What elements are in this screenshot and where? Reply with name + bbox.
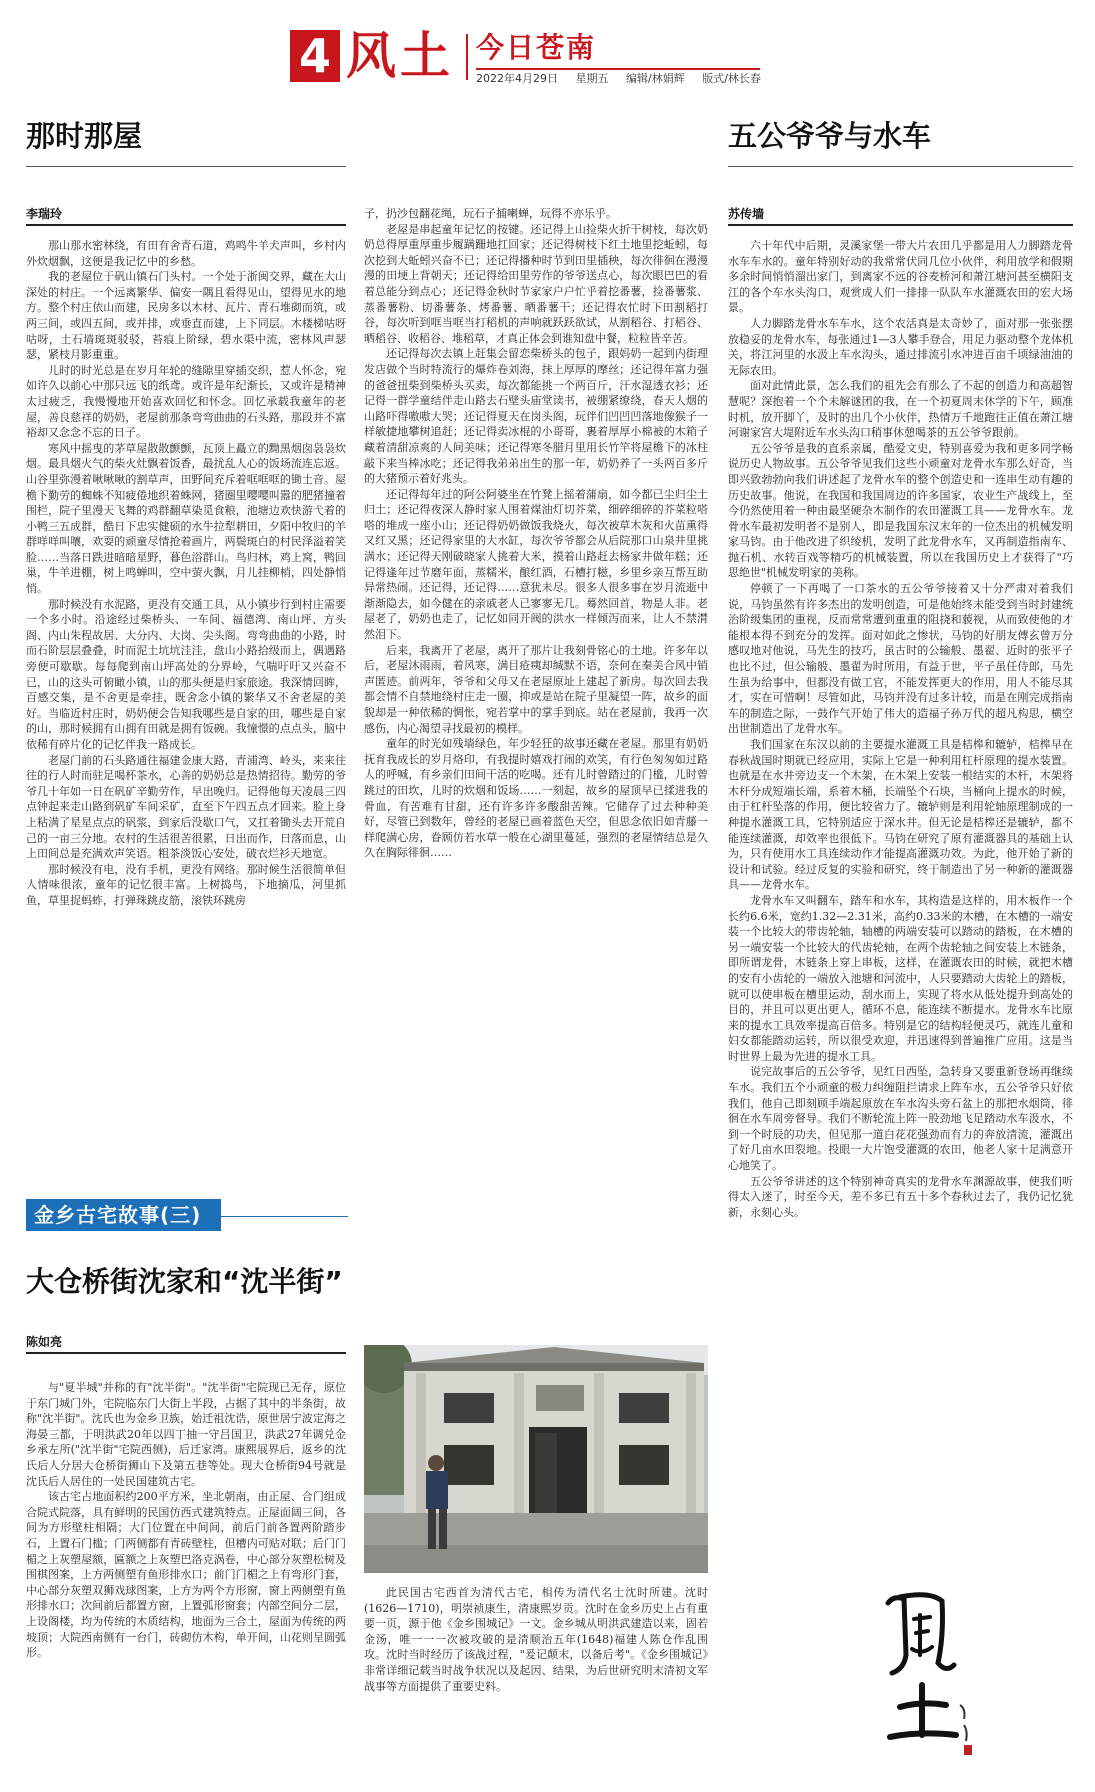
article1-column-1 xyxy=(26,238,346,1173)
masthead xyxy=(290,27,761,85)
paper-name: 今日苍南 xyxy=(476,31,597,64)
paragraph: 五公爷爷讲述的这个特别神奇真实的龙骨水车渊源故事，使我们听得太入迷了，时至今天，差不多已有五十多个春秋过去了，我仍记忆犹新，永刻心头。 xyxy=(728,1174,1073,1219)
article3-column-1 xyxy=(26,1380,346,1775)
paragraph: 儿时的时光总是在岁月年轮的缝隙里穿插交织，惹人怀念，宛如许久以前心中那只远飞的纸鸢。或许是年纪渐长，又或许是精神太过疲乏，我慢慢地开始喜欢回忆和怀念。回忆承载我童年的老屋，善良慈祥的奶奶，老屋前那条弯弯曲曲的石头路，那段并不富裕却又念念不忘的日子。 xyxy=(26,363,346,440)
article1-title: 那时那屋 xyxy=(26,119,143,153)
paragraph: 说完故事后的五公爷爷，见红日西坠，急转身又要重新登场再继续车水。我们五个小顽童的极力纠缠阻拦请求上阵车水，五公爷爷只好依我们，他自己即刻顾手端起原放在车水沟头旁石盆上的那把水烟筒，徘徊在水车周旁督导。我们不断轮流上阵一股劲地飞足踏动水车汲水，不到一个时辰的功夫，但见那一道白花花强劲而有力的奔放清流，灌溉出了好几亩水田裂地。投眼一大片饱受灌溉的农田，他老人家十足满意开心地笑了。 xyxy=(728,1065,1073,1173)
paragraph: 停顿了一下再喝了一口茶水的五公爷爷接着又十分严肃对着我们说，马钧虽然有许多杰出的发明创造，可是他始终未能受到当时封建统治阶级集团的重视，反而常常遭到重重的阻挠和藐视，从而致使他的才能根本得不到充分的发挥。面对如此之惨状，马钧的好朋友傅玄曾万分感叹地对他说，马先生的技巧，虽古时的公输般、墨翟、近时的张平子也比不过，但公输般、墨翟为时所用，有益于世，平子虽任侍郎，马先生虽为给事中，但都没有做工官，不能发挥更大的作用，用人不能尽其才，实在可惜啊！尽管如此，马钧并没有过多计较，而是在刚完成指南车的制造之际，一鼓作气开始了伟大的造福子孙万代的超凡构思，横空出世制造出了龙骨水车。 xyxy=(728,582,1073,736)
series-banner: 金乡古宅故事(三) xyxy=(26,1199,221,1231)
article3-column-2 xyxy=(364,1585,708,1775)
calligraphy-artwork xyxy=(860,1585,1000,1760)
paragraph: 老屋是串起童年记忆的按键。还记得上山捡柴火折干树枝，每次奶奶总得厚重厚重步履蹒跚地扛回家；还记得树枝下红土地里挖蚯蚓，每次挖到大蚯蚓兴奋不已；还记得播种时节到田里插秧，每次徘徊在漫漫漫的田埂上背朝天；还记得给田里劳作的爷爷送点心，每次眼巴巴的看着总能分到点心；还记得金秋时节家家户户忙乎着挖番薯，捡番薯浆、蒸番薯粉、切番薯条、烤番薯、晒番薯干；还记得农忙时下田割稻打谷，每次听到哐当哐当打稻机的声响就跃跃欲试，从割稻谷、打稻谷、晒稻谷、收稻谷、堆稻草，才真正体会到谁知盘中餐，粒粒皆辛苦。 xyxy=(364,222,708,345)
article2-title: 五公爷爷与水车 xyxy=(728,119,932,153)
paragraph: 五公爷爷是我的直系亲属，酷爱文史，特别喜爱为我和更多同学畅说历史人物故事。五公爷爷见我们这些小顽童对龙骨水车那么好奇，当即兴致勃勃向我们讲述起了龙骨水车的整个创造史和一连串生动有趣的历史故事。他说，在我国和我国周边的许多国家，农业生产战线上，至今仍然使用着一种由最坚硬杂木制作的农田灌溉工具——龙骨水车。龙骨水车最初发明者不是别人，即是我国东汉末年的一位杰出的机械发明家马钧。由于他改进了织绫机，发明了此龙骨水车，又再制造指南车、抛石机、水转百戏等精巧的机械装置，所以在我国历史上才获得了"巧思绝世"机械发明家的美称。 xyxy=(728,441,1073,580)
paragraph: 六十年代中后期，灵溪家堡一带大片农田几乎都是用人力脚踏龙骨水车车水的。童年特别好动的我常常伏同几位小伙伴，利用放学和假期多余时间悄悄溜出家门，到离家不远的谷麦桥河和萧江塘河甚至横阳支江的各个车水头沟口，观赏成人们一排排一队队车水灌溉农田的宏大场景。 xyxy=(728,239,1073,315)
paragraph: 子，扔沙包翻花绳，玩石子捕喇蝉，玩得不亦乐乎。 xyxy=(364,207,617,220)
article3-title: 大仓桥街沈家和“沈半街” xyxy=(26,1265,343,1298)
issue-date: 2022年4月29日 xyxy=(476,72,558,85)
masthead-rule xyxy=(476,68,760,70)
issue-weekday: 星期五 xyxy=(575,72,609,85)
article2-byline-rule xyxy=(728,224,1073,226)
article1-title-rule xyxy=(26,166,346,167)
paragraph: 还记得每年过的阿公阿婆坐在竹凳上摇着蒲扇，如今都已尘归尘土归土；还记得夜深人静时家人围着煤油灯切芥菜，细碎细碎的芥菜粒嗒嗒的堆成一座小山；还记得奶奶做饭我烧火，每次被草木灰和火苗熏得又红又黑；还记得家里的大水缸，每次爷爷都会从后院那口山泉井里挑满水；还记得天刚破晓家人挑着大米，摸着山路赶去杨家井做年糕；还记得逢年过节磨年面，蒸糯米，酿红酒，石槽打糍，乡里乡亲互帮互助异常热闹。还记得，还记得……意犹未尽。很多人很多事在岁月流逝中渐渐隐去，如今健在的亲戚老人已寥寥无几。蓦然回首，物是人非。老屋老了，奶奶也走了，记忆如同开阀的洪水一样倾泻而来，让人不禁潸然泪下。 xyxy=(364,487,708,642)
article1-byline-rule xyxy=(26,224,346,226)
section-name: 风土 xyxy=(346,27,454,85)
paragraph: 老屋门前的石头路通往福建金康大路，青浦湾、岭头，来来往往的行人时而驻足喝杯茶水，心善的奶奶总是热情招待。勤劳的爷爷几十年如一日在矾矿辛勤劳作，早出晚归。记得他每天凌晨三四点钟起来走山路到矾矿车间采矿，直至下午四五点才回来。脸上身上粘满了星星点点的矾浆，到家后没歇口气，又扛着锄头去开荒自己的一亩三分地。农村的生活很苦很累，日出而作，日落而息，山上田间总是充满欢声笑语。粗茶淡饭心安处，破衣烂衫天地宽。 xyxy=(26,753,346,861)
article2-author: 苏传墙 xyxy=(728,207,765,221)
masthead-divider xyxy=(466,34,468,80)
paragraph: 我的老屋位于矾山镇石门头村。一个处于浙闽交界，藏在大山深处的村庄。一个远离繁华、偏安一隅且看得见山，望得见水的地方。整个村庄依山而建，民房多以木材、瓦片、青石堆砌而筑，或两三间，或四五间，或并排，或垂直而建，上下同层。木楼梯咕呀咕呀，土石墙斑斑驳驳，苔痕上阶绿，碧水渠中流，密林风声瑟瑟，紧枝月影重重。 xyxy=(26,270,346,362)
article3-author: 陈如亮 xyxy=(26,1335,63,1349)
paragraph: 龙骨水车又叫翻车，踏车和水车，其构造是这样的，用木板作一个长约6.6米，宽约1.32—2.31米，高约0.33米的木槽，在木槽的一端安装一个比较大的带齿轮轴，轴槽的两端安装可以踏动的踏板，在木槽的另一端安装一个比较大的代齿轮轴，在两个齿轮轴之间安装上木链条，即所谓龙骨，木链条上穿上串板，这样，在灌溉农田的时候，就把木槽的安有小齿轮的一端放入池塘和河流中，人只要踏动大齿轮上的踏板，就可以使串板在槽里运动，刮水而上，实现了将水从低处提升到高处的目的，并且可以更出更人，循环不息，能连续不断提水。龙骨水车比原来的提水工具效率提高百倍多。特别是它的结构轻便灵巧，就连儿童和妇女都能踏动运转，所以很受欢迎，并迅速得到普遍推广应用。这是当时世界上最为先进的提水工具。 xyxy=(728,893,1073,1063)
paragraph: 面对此情此景，怎么我们的祖先会有那么了不起的创造力和高超智慧呢？深抱着一个个未解谜团的我，在一个初夏周末休学的下午，顾准时机，放开脚丫，及时的出几个小伙伴，热情万千地跑往正值在萧江塘河谢家宫大堤附近车水头沟口稍事休憩喝茶的五公爷爷跟前。 xyxy=(728,379,1073,440)
page-number: 4 xyxy=(290,30,340,82)
paragraph: 童年的时光如残墙绿色，年少轻狂的故事还藏在老屋。那里有奶奶抚育我成长的岁月烙印，有我提时嬉戏打闹的欢笑，有行色匆匆如过路人的呼喊，有乡亲们田间干活的吃喝。还有儿时曾踏过的门槛，儿时曾跳过的田坎，儿时的炊烟和饭场……一刻起，故乡的屋顶早已揉进我的骨血，有苦难有甘甜，还有许多许多酸甜苦辣。它储存了过去种种美好，尽管已到数年，曾经的老屋已画着蓝色天空，但思念依旧如青藤一样爬满心房，眷顾仿若水草一般在心湖里蔓延，强烈的老屋情结总是久久在胸际徘徊…… xyxy=(364,737,708,860)
masthead-info xyxy=(476,72,775,86)
layout-credit: 版式/林长春 xyxy=(702,72,761,85)
article2-title-rule xyxy=(728,166,1073,167)
editor-credit: 编辑/林娟辉 xyxy=(626,72,685,85)
paragraph: 该古宅占地面积约200平方米，坐北朝南，由正屋、合门组成合院式院落，具有鲜明的民国仿西式建筑特点。正屋面阔三间，各间为方形壁柱相隔；大门位置在中间间，前后门前各置两阶踏步石，上置石门槛；门两侧都有青砖壁柱，但槽内可贴对联；后门门楣之上灰塑屋额，匾额之上灰塑巴洛克涡卷，中心部分灰塑松树及围棋图案，上方两侧塑有鱼形排水口；前门门楣之上有弯形门套，中心部分灰塑双狮戏球图案，上方为两个方形窗，窗上两侧塑有鱼形排水口；次间前后都置方窗，上置弧形窗套；内部空间分二层，上设阁楼，均为传统的木质结构，地面为三合土，屋面为传统的两坡顶；大院西南侧有一台门，砖砌仿木构，单开间，山花则呈圆弧形。 xyxy=(26,1490,346,1660)
paragraph: 我们国家在东汉以前的主要提水灌溉工具是桔槔和辘轳，桔槔早在春秋战国时期就已经应用，实际上它是一种利用杠杆原理的提水装置。也就是在水井旁边支一个木架，在木架上安装一根结实的木杆，木架将木杆分成短端长端，系着木桶，长端坠个石块，当桶向上提水的时候，由于杠杆坠落的作用，便比较省力了。辘轳则是利用轮轴原理制成的一种提水灌溉工具，它特别适应于深水井。但无论是桔槔还是辘轳，都不能连续灌溉，却效率也很低下。马钧在研究了原有灌溉器具的基础上认为，只有使用水工具连续动作才能提高灌溉功效。为此，他开始了新的设计和试验。经过反复的实验和研究，终于制造出了另一种新的灌溉器具——龙骨水车。 xyxy=(728,738,1073,892)
paragraph: 后来，我离开了老屋，离开了那片让我刻骨铭心的土地。许多年以后，老屋沐雨雨，着风寒，满目疮痍却缄默不语，奈何在秦美合风中销声匿迹。前两年，爷爷和父母又在老屋原址上建起了新房。每次回去我都会情不自禁地绕村庄走一圈，抑或是站在院子里凝望一阵，故乡的面貌却是一种依稀的惆怅，宛若掌中的掌手到底。站在老屋前，我再一次感伤，内心渴望寻找最初的模样。 xyxy=(364,643,708,735)
paragraph: 寒风中摇曳的茅草屋散散颤颤，瓦顶上矗立的黝黑烟囱袅袅炊烟。最具烟火气的柴火灶飘着饭香，最扰乱人心的饭场流连忘返。山谷里弥漫着啾啾啾的割草声，田野间充斥着哐哐哐的锄土音。屋檐下勤劳的蜘蛛不知疲倦地织着蛛网，猪圈里嘤嘤叫嚣的肥猪撞着围栏，院子里漫天飞舞的鸡群翻草染觅食粮，池塘边欢快游弋着的小鸭三五成群，酷日下忠实健硕的水牛拉犁耕田，夕阳中牧归的羊群咩咩叫嚷，欢耍的顽童尽情抢着画片，两鬓斑白的村民泽溢着笑脸……当落日跌进暗暗星野，暮色浴群山。鸟归林，鸡上窝，鸭回巢，牛羊进棚，树上鸣蝉叫，空中萤火飘，月儿挂柳梢，四处静悄悄。 xyxy=(26,441,346,596)
article3-byline-rule xyxy=(26,1352,346,1354)
paragraph: 还记得每次去镇上赶集会留恋柴桥头的包子，跟妈奶一起到内街理发店做个当时特流行的爆炸卷刘海，抹上厚厚的摩丝；还记得年富力强的爸爸扭柴到柴桥头买卖，每次都能挑一个两百斤，汗水湿透衣衫；还记得一群学童结伴走山路去石壁头庙堂读书，被绷紧缭绕，春天人烟的山路吓得嗷嗷大哭；还记得夏天在岗头阁，玩伴们凹凹凹落地像猴子一样敏捷地攀树追赶；还记得卖冰棍的小哥哥，裹着厚厚小棉被的木箱子藏着清甜凉爽的人间美味；还记得寒冬腊月里用长竹竿将屋檐下的冰柱敲下来当棒冰吃；还记得我弟弟出生的那一年，奶奶养了一头两百多斤的大猪预示着好兆头。 xyxy=(364,347,708,486)
paragraph: 那山那水密林绕，有田有舍青石道，鸡鸣牛羊犬声叫，乡村内外炊烟飘，这便是我记忆中的乡愁。 xyxy=(26,239,346,268)
paragraph: 人力脚踏龙骨水车车水，这个农活真是太奇妙了，面对那一张张摆放稳妥的龙骨水车，每张通过1—3人攀手登合，用足力驱动整个龙体机关，将江河里的水汲上车水沟头，通过排流引水冲进百亩千顷绿油油的无际农田。 xyxy=(728,316,1073,377)
old-house-photo xyxy=(364,1345,708,1573)
article2-column xyxy=(728,238,1073,1570)
article1-author: 李瑞玲 xyxy=(26,207,63,221)
series-banner-rule xyxy=(221,1216,348,1217)
paragraph: 那时候没有水泥路，更没有交通工具，从小镇步行到村庄需要一个多小时。沿途经过柴桥头、一车间、福德湾、南山坪、方头阁、内山朱程故居、大分内、大岗、尖头阁。弯弯曲曲的小路，时而石阶层层叠叠，时而泥土坑坑洼洼，盘山小路拾级而上，偶遇路旁便可歇歇。每每爬到南山坪高处的分界岭，气喘吁吁又兴奋不已，山的这头可俯瞰小镇，山的那头便是归家旅途。我深情回眸，百感交集，是不舍更是牵挂，既舍念小镇的繁华又不舍老屋的美好。当临近村庄时，奶奶便会告知我哪些是自家的田，哪些是自家的山，那时候拥有山拥有田就是拥有饭碗。我憧憬的点点头，脑中依稀有碎片化的记忆伴我一路成长。 xyxy=(26,597,346,751)
paragraph: 此民国古宅西首为清代古宅，相传为清代名士沈时所建。沈时(1626—1710)，明崇祯康生，清康熙岁贡。沈时在金乡历史上占有重要一页，源于他《金乡围城记》一文。金乡城从明洪武建造以来，固若金汤，唯一一一次被攻破的是清顺治五年(1648)福建人陈仓作乱围攻。沈时当时经历了该战过程，"爰记颠末，以备后考"。《金乡围城记》非常详细记载当时战争状况以及起因、结果，为后世研究明末清初文军战事等方面提供了重要史料。 xyxy=(364,1586,708,1693)
paragraph: 那时候没有电，没有手机，更没有网络。那时候生活很简单但人情味很浓，童年的记忆很丰富。上树捣鸟，下地摘瓜，河里抓鱼，草里捉蚂蚱，打弹珠跳皮筋，滚铁环跳房 xyxy=(26,862,346,907)
paragraph: 与"夏半城"并称的有"沈半街"。"沈半街"宅院现已无存，原位于东门城门外，宅院临东门大街上半段，占据了其中的半条街，故称"沈半街"。沈氏也为金乡卫族，始迁祖沈诰，原世居宁波定海之海晏三都，于明洪武20年以四丁抽一守吕国卫，洪武27年调兑金乡承左所("沈半街"宅院西侧)，后迁家湾。康熙展界后，返乡的沈氏后人分居大仓桥街狮山下及第五巷等处。现大仓桥街94号就是沈氏后人居住的一处民国建筑古宅。 xyxy=(26,1381,346,1488)
article1-column-2 xyxy=(364,206,708,1174)
